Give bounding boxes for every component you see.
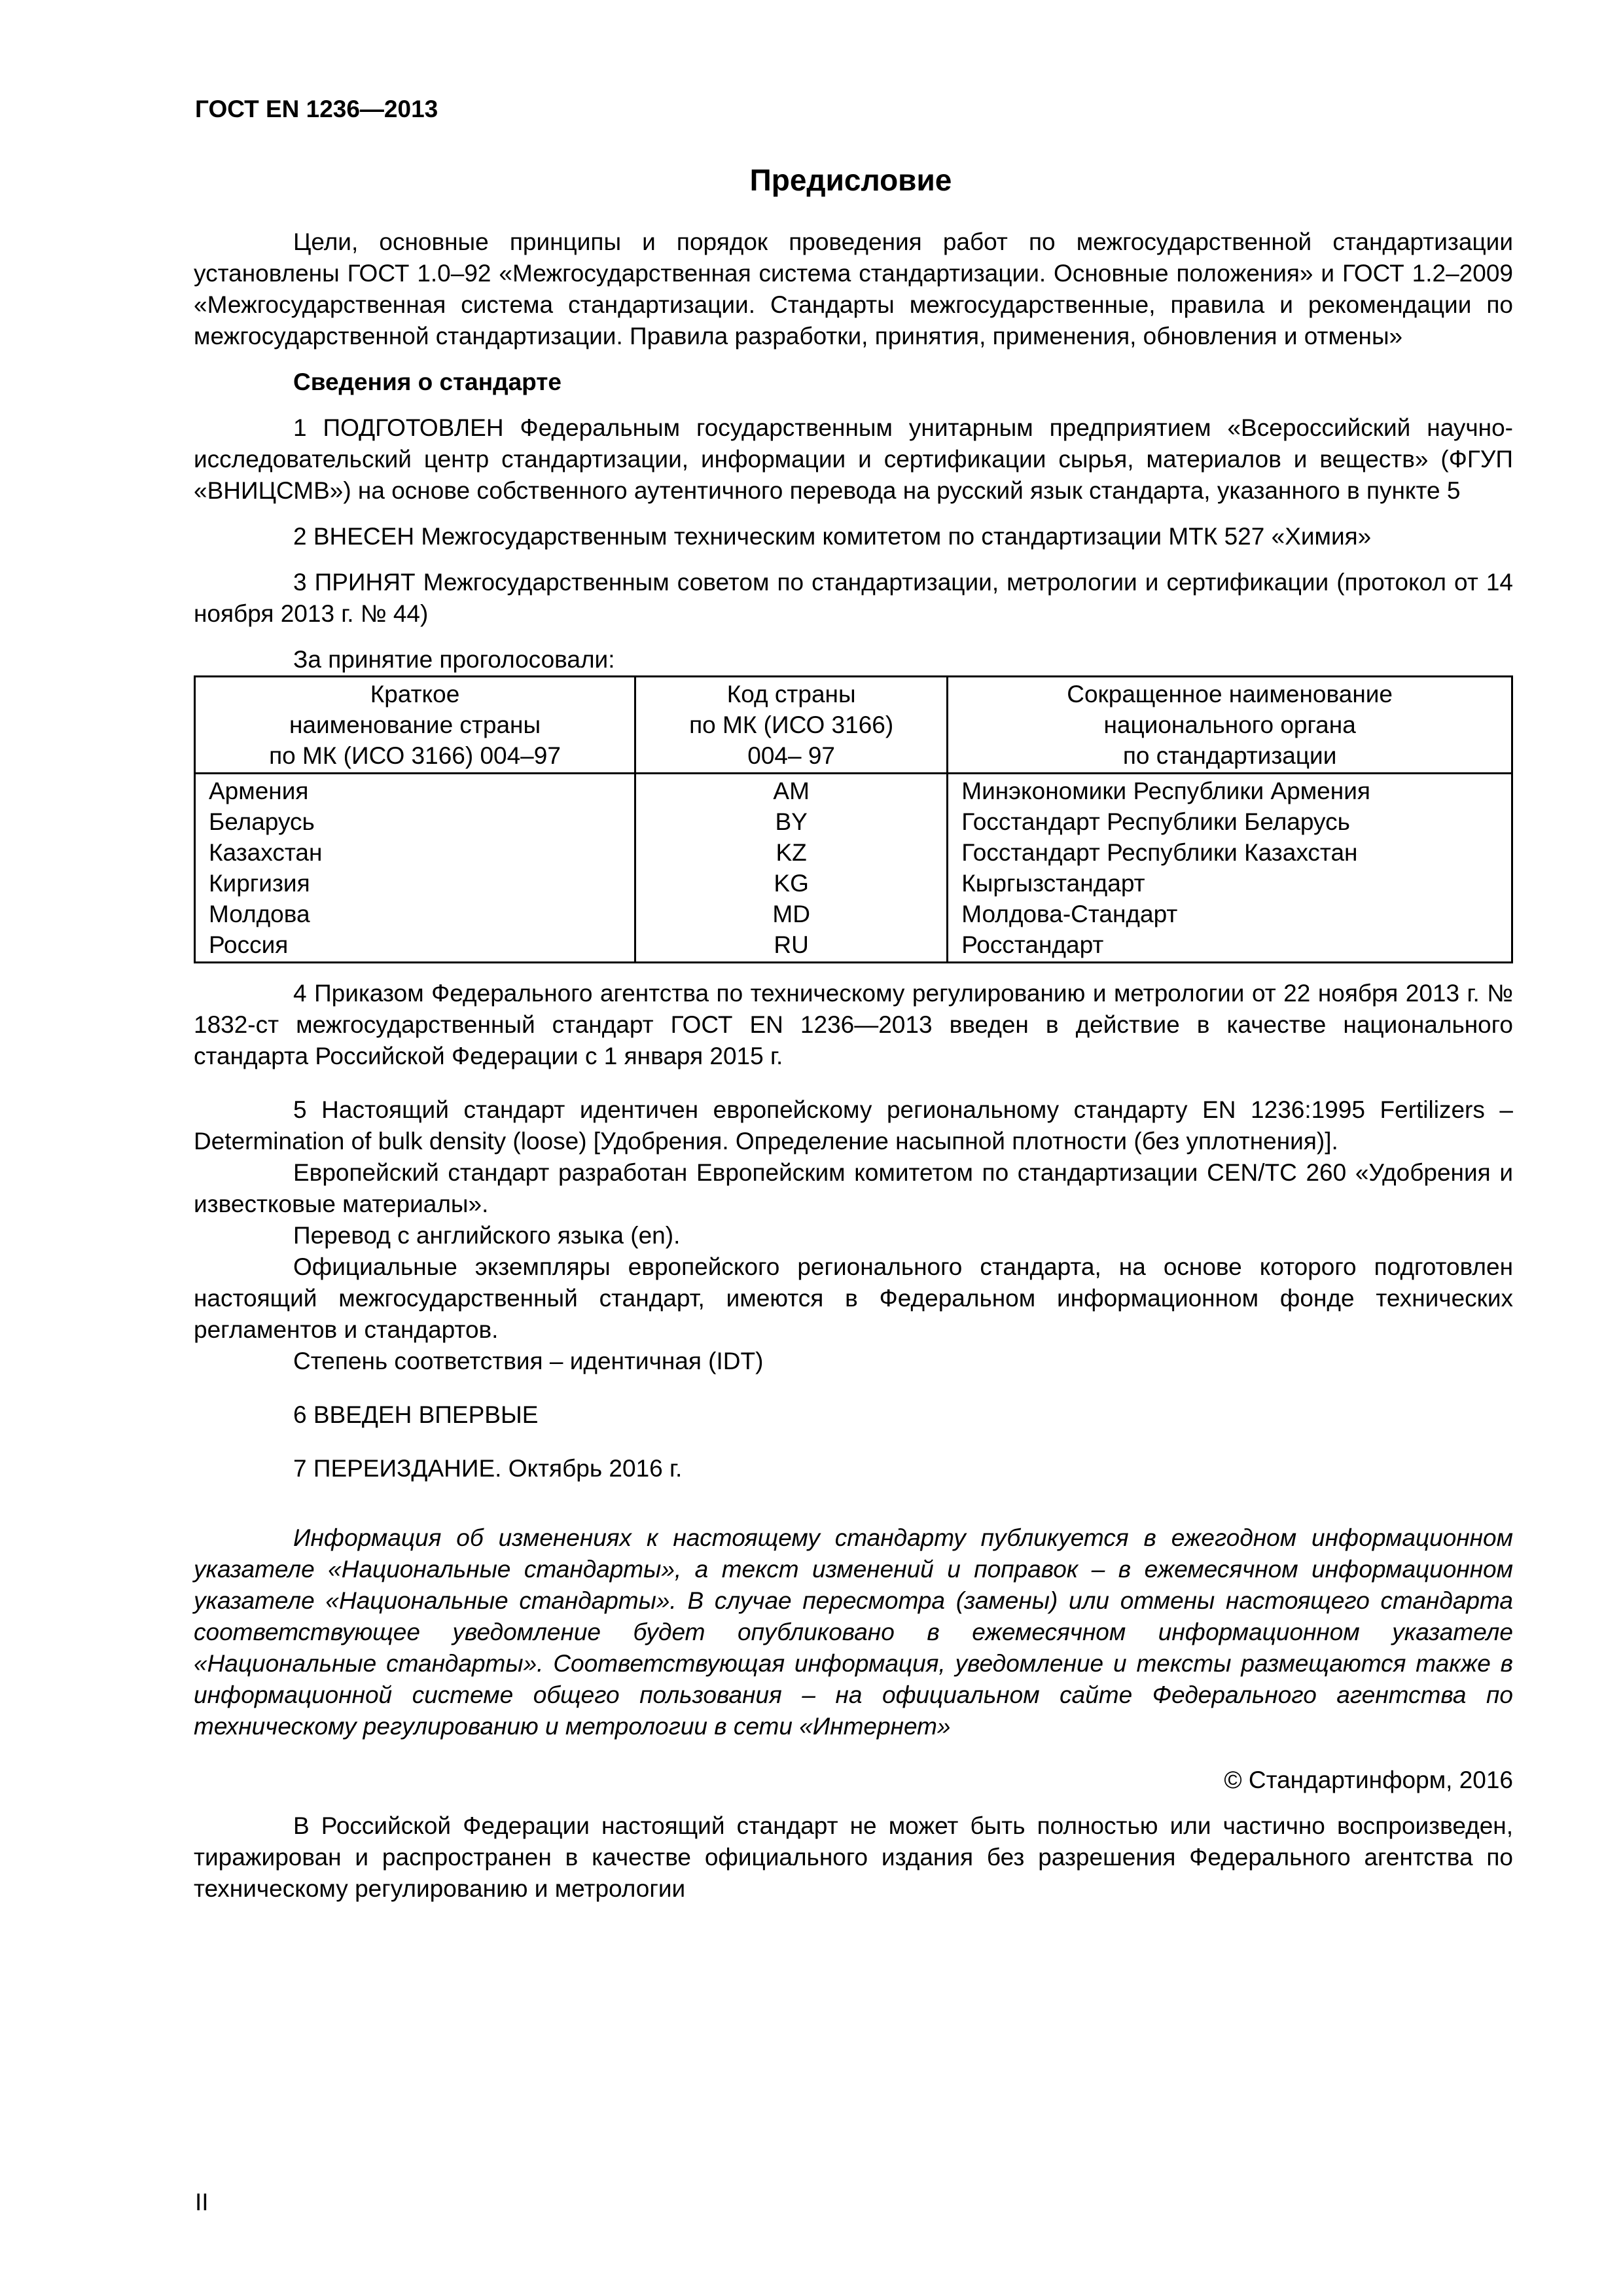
- item-5-european-standard: Европейский стандарт разработан Европейским комитетом по стандартизации CEN/TC 260 «Удобрения и известковые материалы».: [194, 1159, 1513, 1217]
- country-cell: Казахстан: [195, 837, 635, 868]
- table-row: [195, 899, 1512, 929]
- document-header: ГОСТ EN 1236—2013: [195, 96, 438, 122]
- item-1: 1 ПОДГОТОВЛЕН Федеральным государственным унитарным предприятием «Всероссийский научно-исследовательский центр стандартизации, информации и сертификации сырья, материалов и веществ» (ФГУП «ВНИЦСМВ») на основе собственного аутентичного перевода на русский язык стандарта, указанного в пункте 5: [194, 414, 1513, 504]
- page-title: Предисловие: [749, 163, 952, 197]
- body-cell: Молдова-Стандарт: [948, 899, 1512, 929]
- section-heading: Сведения о стандарте: [293, 368, 562, 395]
- changes-info-paragraph: Информация об изменениях к настоящему стандарту публикуется в ежегодном информационном указателе «Национальные стандарты», а текст изменений и поправок – в ежемесячном информационном указателе «Национальные стандарты». В случае пересмотра (замены) или отмены настоящего стандарта соответствующее уведомление будет опубликовано в ежемесячном информационном указателе «Национальные стандарты». Соответствующая информация, уведомление и тексты размещаются также в информационной системе общего пользования – на официальном сайте Федерального агентства по техническому регулированию и метрологии в сети «Интернет»: [194, 1524, 1513, 1740]
- country-cell: Молдова: [195, 899, 635, 929]
- vote-label: За принятие проголосовали:: [293, 646, 615, 673]
- header-country-code: Код страны по МК (ИСО 3166) 004– 97: [635, 677, 948, 774]
- code-cell: KZ: [635, 837, 948, 868]
- body-cell: Минэкономики Республики Армения: [948, 774, 1512, 807]
- item-3: 3 ПРИНЯТ Межгосударственным советом по стандартизации, метрологии и сертификации (протокол от 14 ноября 2013 г. № 44): [194, 569, 1513, 627]
- body-cell: Росстандарт: [948, 929, 1512, 963]
- code-cell: RU: [635, 929, 948, 963]
- item-5: 5 Настоящий стандарт идентичен европейскому региональному стандарту EN 1236:1995 Fertilizers – Determination of bulk density (loose) [Удобрения. Определение насыпной плотности (без уплотнения)].: [194, 1096, 1513, 1155]
- rights-paragraph: В Российской Федерации настоящий стандарт не может быть полностью или частично воспроизведен, тиражирован и распространен в качестве официального издания без разрешения Федерального агентства по техническому регулированию и метрологии: [194, 1812, 1513, 1902]
- country-cell: Киргизия: [195, 868, 635, 899]
- item-5-translation: Перевод с английского языка (en).: [293, 1222, 681, 1249]
- intro-paragraph: Цели, основные принципы и порядок проведения работ по межгосударственной стандартизации установлены ГОСТ 1.0–92 «Межгосударственная система стандартизации. Основные положения» и ГОСТ 1.2–2009 «Межгосударственная система стандартизации. Стандарты межгосударственные, правила и рекомендации по межгосударственной стандартизации. Правила разработки, принятия, применения, обновления и отмены»: [194, 228, 1513, 350]
- code-cell: AM: [635, 774, 948, 807]
- body-cell: Госстандарт Республики Казахстан: [948, 837, 1512, 868]
- country-cell: Беларусь: [195, 806, 635, 837]
- body-cell: Госстандарт Республики Беларусь: [948, 806, 1512, 837]
- table-row: [195, 868, 1512, 899]
- item-2: 2 ВНЕСЕН Межгосударственным техническим комитетом по стандартизации МТК 527 «Химия»: [293, 523, 1372, 550]
- table-row: [195, 806, 1512, 837]
- body-cell: Кыргызстандарт: [948, 868, 1512, 899]
- header-country-name: Краткое наименование страны по МК (ИСО 3166) 004–97: [195, 677, 635, 774]
- code-cell: BY: [635, 806, 948, 837]
- header-national-body: Сокращенное наименование национального органа по стандартизации: [948, 677, 1512, 774]
- item-4: 4 Приказом Федерального агентства по техническому регулированию и метрологии от 22 ноября 2013 г. № 1832-ст межгосударственный стандарт ГОСТ EN 1236—2013 введен в действие в качестве национального стандарта Российской Федерации с 1 января 2015 г.: [194, 980, 1513, 1069]
- voting-table: [194, 675, 1513, 963]
- code-cell: MD: [635, 899, 948, 929]
- table-row: [195, 929, 1512, 963]
- country-cell: Армения: [195, 774, 635, 807]
- code-cell: KG: [635, 868, 948, 899]
- document-body: [194, 226, 1513, 1905]
- item-5-official-copies: Официальные экземпляры европейского регионального стандарта, на основе которого подготовлен настоящий межгосударственный стандарт, имеются в Федеральном информационном фонде технических регламентов и стандартов.: [194, 1253, 1513, 1343]
- table-row: [195, 774, 1512, 807]
- item-5-degree: Степень соответствия – идентичная (IDT): [293, 1348, 764, 1374]
- table-row: [195, 837, 1512, 868]
- country-cell: Россия: [195, 929, 635, 963]
- copyright-line: © Стандартинформ, 2016: [1224, 1767, 1513, 1793]
- item-7: 7 ПЕРЕИЗДАНИЕ. Октябрь 2016 г.: [293, 1455, 683, 1482]
- page-number: II: [195, 2189, 209, 2215]
- table-header-row: [195, 677, 1512, 774]
- item-6: 6 ВВЕДЕН ВПЕРВЫЕ: [293, 1401, 539, 1428]
